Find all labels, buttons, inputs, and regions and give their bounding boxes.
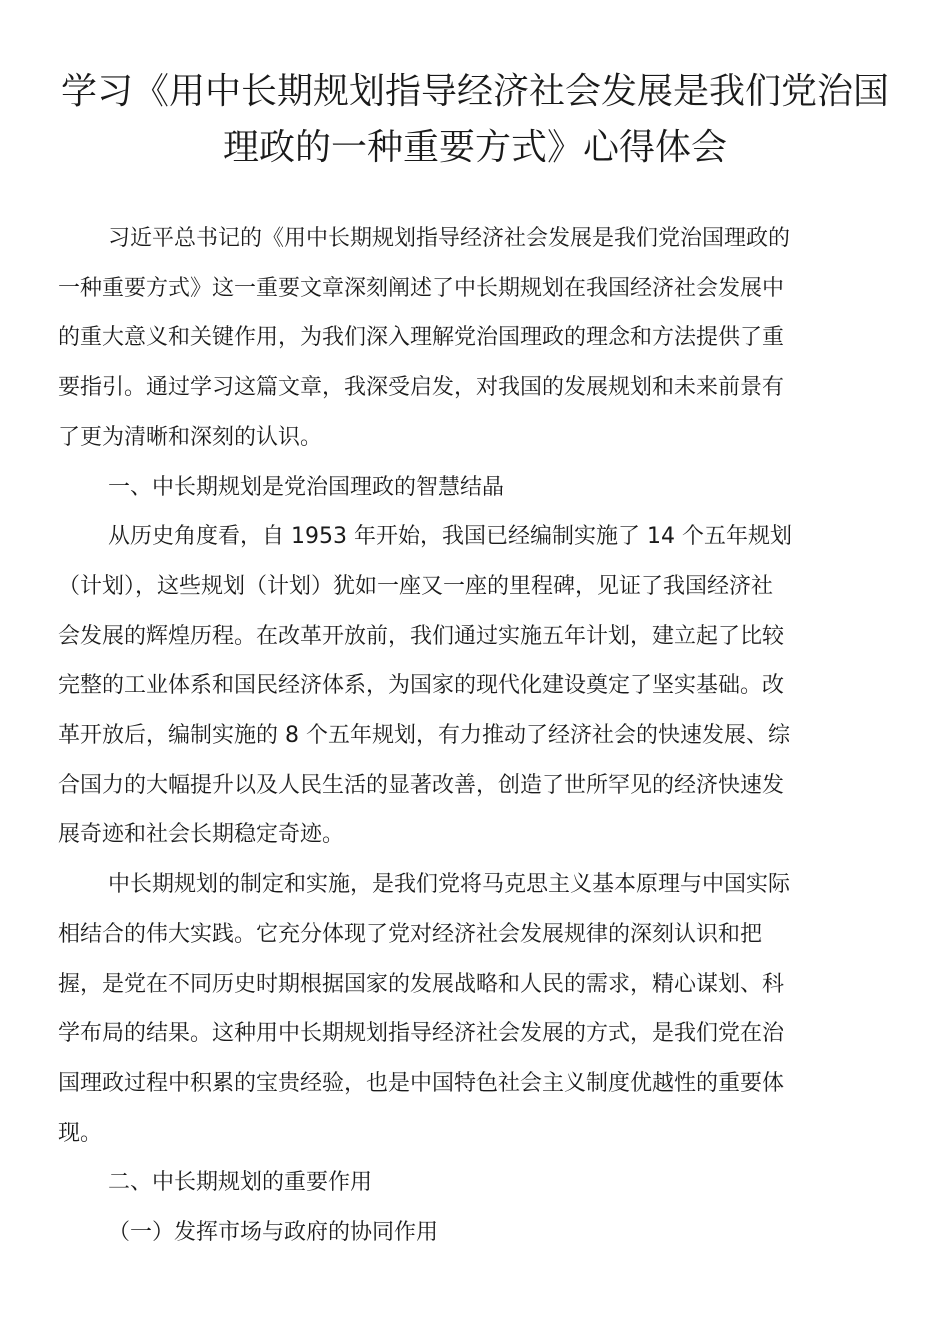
section-heading-1: 一、中长期规划是党治国理政的智慧结晶: [108, 474, 505, 500]
text-line: 会发展的辉煌历程。在改革开放前，我们通过实施五年计划，建立起了比较: [58, 623, 785, 649]
text-line: 握，是党在不同历史时期根据国家的发展战略和人民的需求，精心谋划、科: [58, 971, 785, 997]
text-line: （计划），这些规划（计划）犹如一座又一座的里程碑，见证了我国经济社: [58, 573, 774, 599]
document-body: [58, 214, 878, 1258]
title-line: 学习《用中长期规划指导经济社会发展是我们党治国: [60, 71, 889, 112]
text-line: 了更为清晰和深刻的认识。: [58, 424, 323, 450]
history-paragraph: [58, 512, 878, 860]
text-line: 相结合的伟大实践。它充分体现了党对经济社会发展规律的深刻认识和把: [58, 921, 763, 947]
text-line: 一种重要方式》这一重要文章深刻阐述了中长期规划在我国经济社会发展中: [58, 275, 785, 301]
subsection-heading-1: （一）发挥市场与政府的协同作用: [108, 1220, 439, 1246]
text-line: 国理政过程中积累的宝贵经验，也是中国特色社会主义制度优越性的重要体: [58, 1070, 785, 1096]
text-line: 从历史角度看，自 1953 年开始，我国已经编制实施了 14 个五年规划: [108, 524, 792, 550]
text-line: 现。: [58, 1120, 103, 1146]
section-heading-2: 二、中长期规划的重要作用: [108, 1170, 373, 1196]
text-line: 习近平总书记的《用中长期规划指导经济社会发展是我们党治国理政的: [108, 226, 791, 251]
text-line: 学布局的结果。这种用中长期规划指导经济社会发展的方式，是我们党在治: [58, 1021, 785, 1047]
text-line: 合国力的大幅提升以及人民生活的显著改善，创造了世所罕见的经济快速发: [58, 772, 785, 798]
title-line: 理政的一种重要方式》心得体会: [222, 127, 727, 168]
text-line: 要指引。通过学习这篇文章，我深受启发，对我国的发展规划和未来前景有: [58, 375, 785, 401]
text-line: 完整的工业体系和国民经济体系，为国家的现代化建设奠定了坚实基础。改: [58, 673, 785, 699]
document-title: [40, 64, 910, 176]
text-line: 中长期规划的制定和实施，是我们党将马克思主义基本原理与中国实际: [108, 872, 791, 898]
practice-paragraph: [58, 860, 878, 1158]
text-line: 革开放后，编制实施的 8 个五年规划，有力推动了经济社会的快速发展、综: [58, 723, 790, 749]
text-line: 展奇迹和社会长期稳定奇迹。: [58, 822, 345, 848]
intro-paragraph: [58, 214, 878, 463]
text-line: 的重大意义和关键作用，为我们深入理解党治国理政的理念和方法提供了重: [58, 325, 785, 351]
